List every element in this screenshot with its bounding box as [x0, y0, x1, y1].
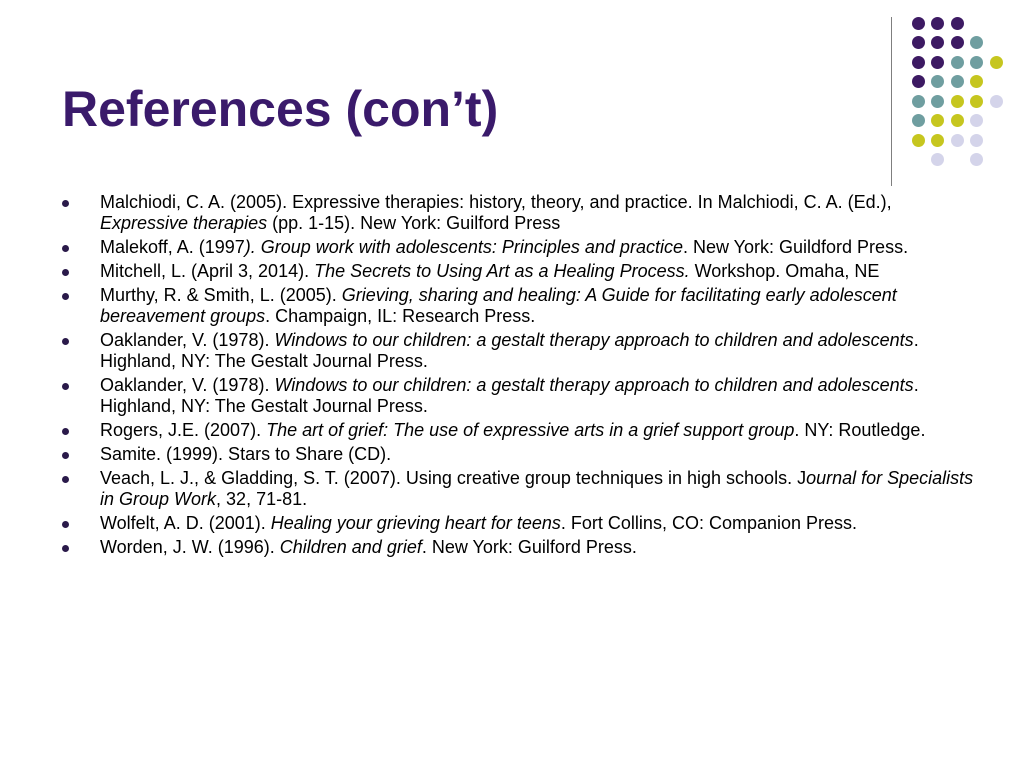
decorative-dot	[912, 75, 925, 88]
ref-title: ). Group work with adolescents: Principles and practice	[244, 237, 683, 257]
decorative-dot	[951, 134, 964, 147]
bullet-icon	[62, 545, 69, 552]
ref-text: . Fort Collins, CO: Companion Press.	[560, 513, 858, 533]
ref-text: Rogers, J.E. (2007).	[100, 420, 267, 440]
ref-text: . Highland, NY: The Gestalt Journal Press.	[100, 330, 919, 371]
ref-text: (pp. 1-15). New York: Guilford Press	[267, 213, 561, 233]
bullet-icon	[62, 383, 69, 390]
ref-text: Oaklander, V. (1978).	[100, 330, 275, 350]
decorative-dot	[951, 36, 964, 49]
bullet-icon	[62, 428, 69, 435]
decorative-dot	[931, 56, 944, 69]
decorative-dot	[931, 36, 944, 49]
ref-text: Mitchell, L. (April 3, 2014).	[100, 261, 315, 281]
ref-title: ournal for Specialists in Group Work	[100, 468, 974, 509]
decorative-dot	[970, 114, 983, 127]
bullet-icon	[62, 269, 69, 276]
decorative-dot	[951, 17, 964, 30]
decorative-dot	[912, 95, 925, 108]
bullet-icon	[62, 452, 69, 459]
reference-item	[60, 330, 980, 372]
reference-item	[60, 513, 980, 534]
decorative-dot	[951, 95, 964, 108]
ref-text: . New York: Guildford Press.	[682, 237, 909, 257]
bullet-icon	[62, 200, 69, 207]
reference-item	[60, 444, 980, 465]
ref-title: Children and grief	[279, 537, 422, 557]
decorative-dot	[990, 95, 1003, 108]
decorative-dot	[912, 56, 925, 69]
ref-text: Workshop. Omaha, NE	[689, 261, 880, 281]
decorative-dot	[990, 56, 1003, 69]
decorative-dot	[970, 75, 983, 88]
ref-title: Expressive therapies	[100, 213, 268, 233]
ref-text: . New York: Guilford Press.	[421, 537, 637, 557]
bullet-icon	[62, 245, 69, 252]
ref-title: Windows to our children: a gestalt therapy approach to children and adolescents	[274, 330, 914, 350]
reference-item	[60, 468, 980, 510]
ref-title: Healing your grieving heart for teens	[270, 513, 561, 533]
decorative-dot	[912, 17, 925, 30]
ref-text: Worden, J. W. (1996).	[100, 537, 280, 557]
decorative-dot	[951, 56, 964, 69]
reference-item	[60, 375, 980, 417]
reference-item	[60, 261, 980, 282]
ref-text: Murthy, R. & Smith, L. (2005).	[100, 285, 342, 305]
ref-text: Malekoff, A. (1997	[100, 237, 245, 257]
reference-item	[60, 537, 980, 558]
bullet-icon	[62, 338, 69, 345]
decorative-dot	[912, 114, 925, 127]
decorative-dot	[931, 75, 944, 88]
reference-item	[60, 237, 980, 258]
ref-title: Grieving, sharing and healing: A Guide for facilitating early adolescent bereavement groups	[100, 285, 897, 326]
decorative-dot	[970, 134, 983, 147]
ref-text: Veach, L. J., & Gladding, S. T. (2007). Using creative group techniques in high schools. J	[100, 468, 807, 488]
divider-line	[891, 17, 892, 186]
ref-title: The art of grief: The use of expressive arts in a grief support group	[266, 420, 795, 440]
reference-item	[60, 285, 980, 327]
reference-list	[60, 192, 980, 561]
ref-text: Wolfelt, A. D. (2001).	[100, 513, 271, 533]
ref-text: . NY: Routledge.	[794, 420, 926, 440]
decorative-dot	[931, 153, 944, 166]
decorative-dot	[931, 114, 944, 127]
ref-text: . Champaign, IL: Research Press.	[265, 306, 536, 326]
ref-text: Samite. (1999). Stars to Share (CD).	[100, 444, 392, 464]
decorative-dot	[970, 95, 983, 108]
bullet-icon	[62, 293, 69, 300]
ref-text: , 32, 71-81.	[216, 489, 308, 509]
reference-item	[60, 420, 980, 441]
decorative-dot	[970, 36, 983, 49]
decorative-dot	[970, 153, 983, 166]
bullet-icon	[62, 476, 69, 483]
decorative-dot	[931, 134, 944, 147]
reference-item	[60, 192, 980, 234]
ref-text: Malchiodi, C. A. (2005). Expressive therapies: history, theory, and practice. In Malchiodi, C. A. (Ed.),	[100, 192, 892, 212]
decorative-dot	[931, 17, 944, 30]
ref-text: Oaklander, V. (1978).	[100, 375, 275, 395]
decorative-dot	[951, 75, 964, 88]
ref-title: The Secrets to Using Art as a Healing Process.	[314, 261, 690, 281]
bullet-icon	[62, 521, 69, 528]
ref-title: Windows to our children: a gestalt therapy approach to children and adolescents	[274, 375, 914, 395]
slide-title: References (con’t)	[62, 81, 499, 137]
ref-text: . Highland, NY: The Gestalt Journal Press.	[100, 375, 919, 416]
decorative-dot	[912, 36, 925, 49]
decorative-dot	[951, 114, 964, 127]
decorative-dot	[912, 134, 925, 147]
decorative-dot	[931, 95, 944, 108]
decorative-dot	[970, 56, 983, 69]
